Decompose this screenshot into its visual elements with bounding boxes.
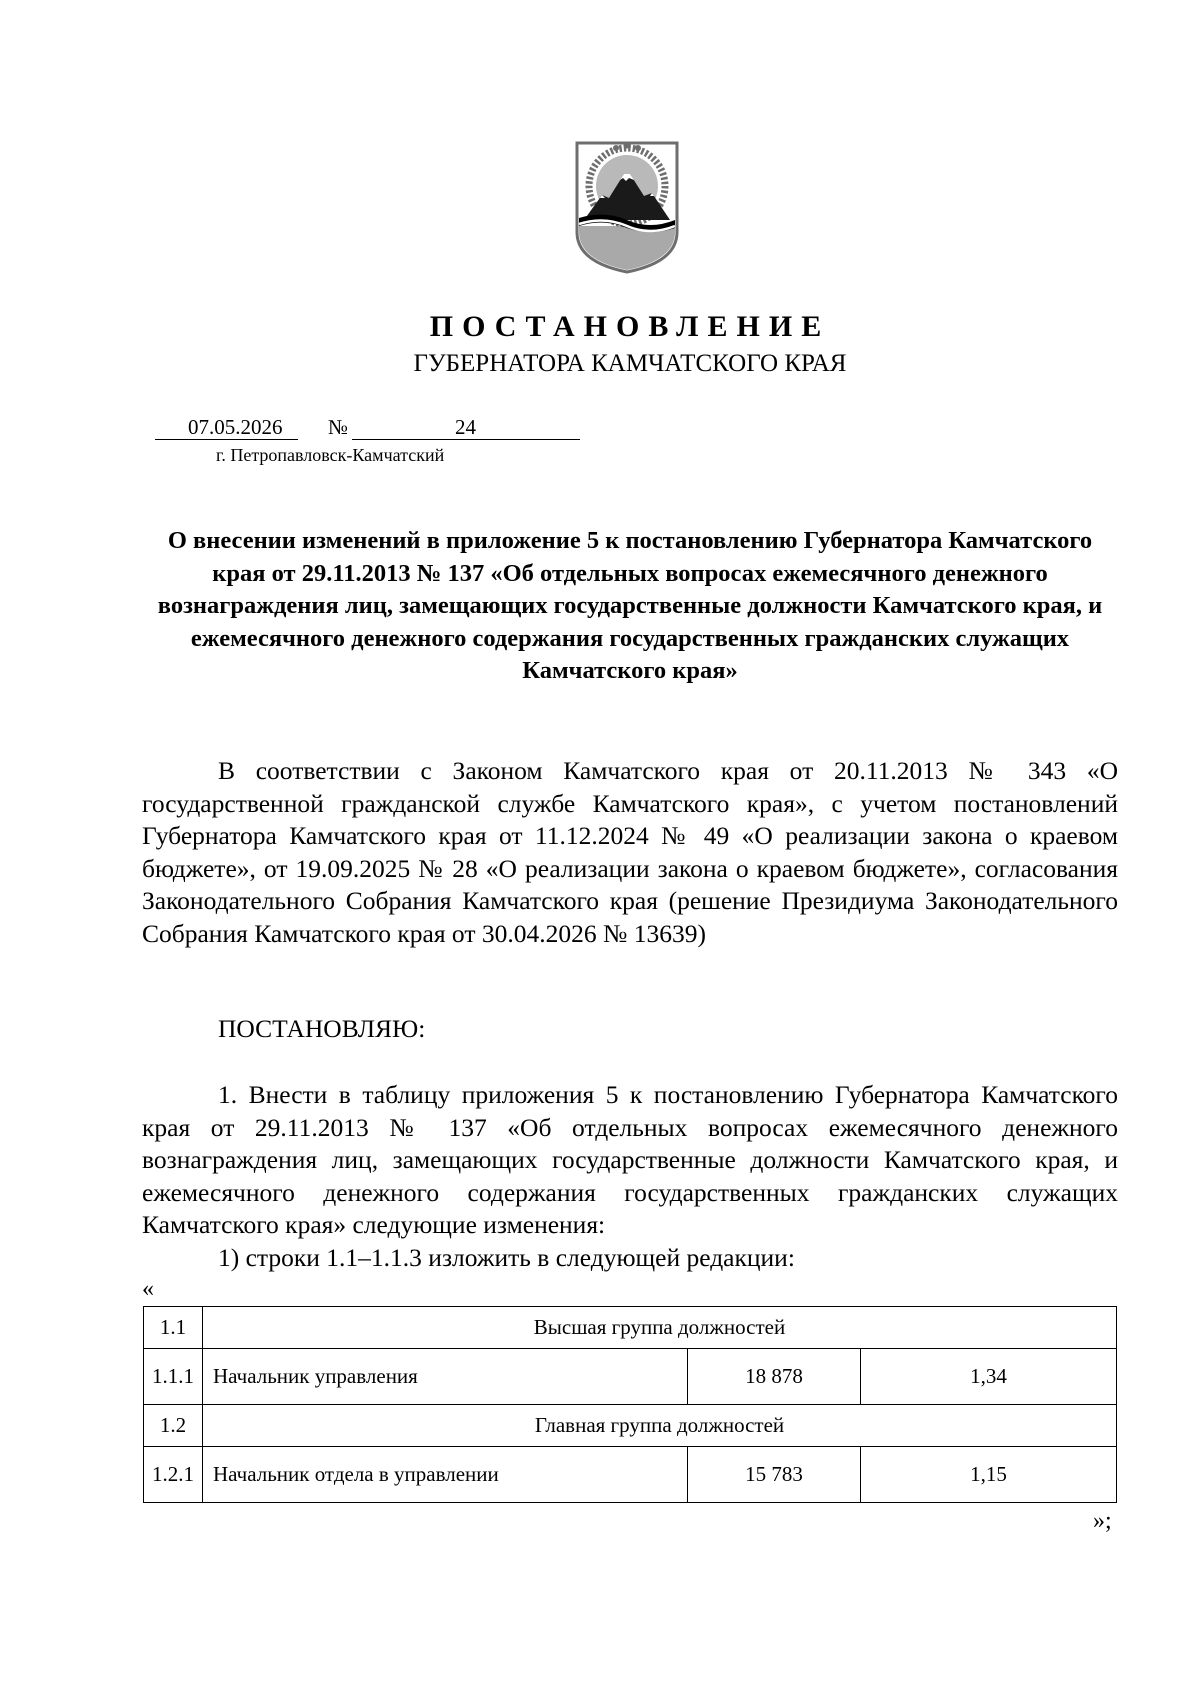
document-number: 24 — [455, 415, 476, 439]
row-number: 1.2 — [144, 1405, 203, 1447]
table-row — [144, 1307, 1117, 1349]
coefficient-value: 1,34 — [861, 1349, 1117, 1405]
subitem-1-paragraph: 1) строки 1.1–1.1.3 изложить в следующей редакции: — [218, 1243, 795, 1272]
number-sign: № — [328, 415, 349, 439]
salary-value: 15 783 — [688, 1447, 861, 1503]
document-type-title: ПОСТАНОВЛЕНИЕ — [429, 310, 831, 343]
quote-close: »; — [1093, 1508, 1112, 1534]
issue-city: г. Петропавловск-Камчатский — [216, 445, 445, 465]
row-number: 1.2.1 — [144, 1447, 203, 1503]
coat-of-arms-icon — [574, 140, 680, 274]
quote-open: « — [142, 1276, 154, 1302]
amendment-table — [143, 1306, 1117, 1503]
coefficient-value: 1,15 — [861, 1447, 1117, 1503]
resolve-paragraph: ПОСТАНОВЛЯЮ: — [218, 1014, 426, 1043]
row-number: 1.1 — [144, 1307, 203, 1349]
salary-value: 18 878 — [688, 1349, 861, 1405]
number-underline — [352, 439, 580, 440]
date-underline — [155, 439, 298, 440]
position-name: Начальник управления — [203, 1349, 688, 1405]
group-title: Главная группа должностей — [203, 1405, 1117, 1447]
preamble-paragraph: В соответствии с Законом Камчатского края от 20.11.2013 № 343 «О государственной гражданской службе Камчатского края», с учетом постановлений Губернатора Камчатского края от 11.12.2024 № 49 «О реализации закона о краевом бюджете», от 19.09.2025 № 28 «О реализации закона о краевом бюджете», согласования Законодательного Собрания Камчатского края (решение Президиума Законодательного Собрания Камчатского края от 30.04.2026 № 13639) — [142, 756, 1118, 948]
document-heading: О внесении изменений в приложение 5 к постановлению Губернатора Камчатского края от 29.11.2013 № 137 «Об отдельных вопросах ежемесячного денежного вознаграждения лиц, замещающих государственные должности Камчатского края, и ежемесячного денежного содержания государственных гражданских служащих Камчатского края» — [157, 527, 1103, 684]
table-row — [144, 1405, 1117, 1447]
row-number: 1.1.1 — [144, 1349, 203, 1405]
item-1-paragraph: 1. Внести в таблицу приложения 5 к постановлению Губернатора Камчатского края от 29.11.2013 № 137 «Об отдельных вопросах ежемесячного денежного вознаграждения лиц, замещающих государственные должности Камчатского края, и ежемесячного денежного содержания государственных гражданских служащих Камчатского края» следующие изменения: — [142, 1080, 1118, 1239]
position-name: Начальник отдела в управлении — [203, 1447, 688, 1503]
issuer-subtitle: ГУБЕРНАТОРА КАМЧАТСКОГО КРАЯ — [413, 350, 847, 377]
group-title: Высшая группа должностей — [203, 1307, 1117, 1349]
document-date: 07.05.2026 — [188, 415, 283, 439]
table-row — [144, 1349, 1117, 1405]
table-row — [144, 1447, 1117, 1503]
